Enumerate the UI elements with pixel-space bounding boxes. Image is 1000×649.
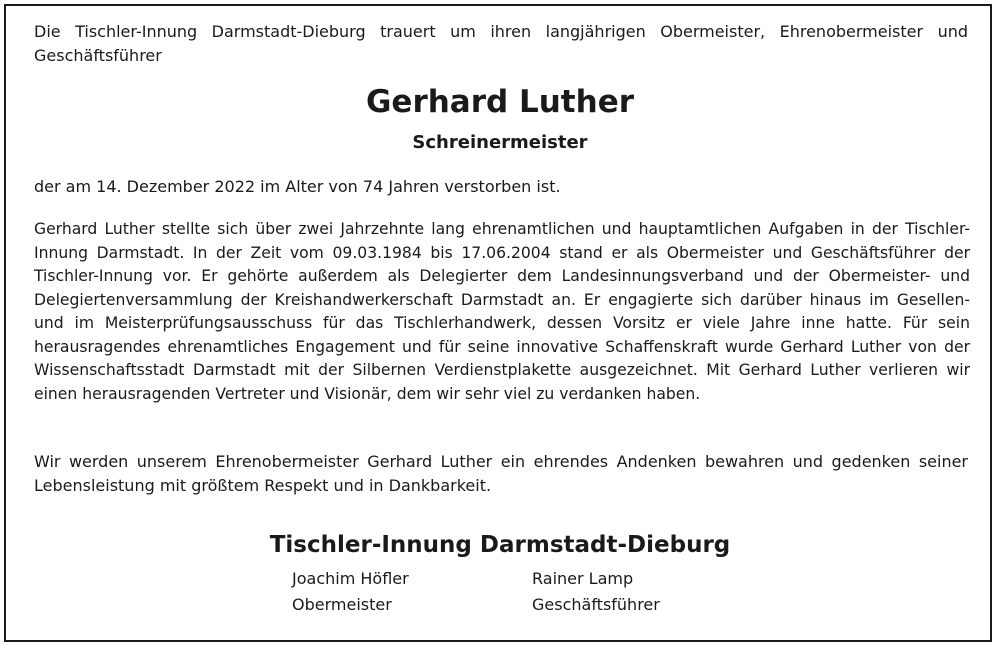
deceased-title: Schreinermeister	[412, 132, 588, 153]
signatory-name: Joachim Höfler	[292, 569, 409, 588]
signatory-role: Geschäftsführer	[532, 595, 660, 614]
death-line: der am 14. Dezember 2022 im Alter von 74 Jahren verstorben ist.	[34, 177, 561, 196]
signatory-role: Obermeister	[292, 595, 392, 614]
signatory-1	[292, 566, 409, 618]
deceased-name: Gerhard Luther	[365, 84, 635, 120]
signatory-2	[532, 566, 660, 618]
biography-text: Gerhard Luther stellte sich über zwei Jahrzehnte lang ehrenamtlichen und hauptamtlichen Aufgaben in der Tischler-Innung Darmstadt. In der Zeit vom 09.03.1984 bis 17.06.2004 stand er als Obermeister und Geschäftsführer der Tischler-Innung vor. Er gehörte außerdem als Delegierter dem Landesinnungsverband und der Obermeister- und Delegiertenversammlung der Kreishandwerkerschaft Darmstadt an. Er engagierte sich darüber hinaus im Gesellen- und im Meisterprüfungsausschuss für das Tischlerhandwerk, dessen Vorsitz er viele Jahre inne hatte. Für sein herausragendes ehrenamtliches Engagement und für seine innovative Schaffenskraft wurde Gerhard Luther von der Wissenschaftsstadt Darmstadt mit der Silbernen Verdienstplakette ausgezeichnet. Mit Gerhard Luther verlieren wir einen herausragenden Vertreter und Visionär, dem wir sehr viel zu verdanken haben.	[34, 220, 970, 403]
closing-text: Wir werden unserem Ehrenobermeister Gerhard Luther ein ehrendes Andenken bewahren und gedenken seiner Lebensleistung mit größtem Respekt und in Dankbarkeit.	[34, 452, 968, 495]
signatory-name: Rainer Lamp	[532, 569, 634, 588]
organization-name: Tischler-Innung Darmstadt-Dieburg	[269, 532, 731, 558]
intro-text: Die Tischler-Innung Darmstadt-Dieburg trauert um ihren langjährigen Obermeister, Ehrenobermeister und Geschäftsführer	[34, 22, 968, 65]
